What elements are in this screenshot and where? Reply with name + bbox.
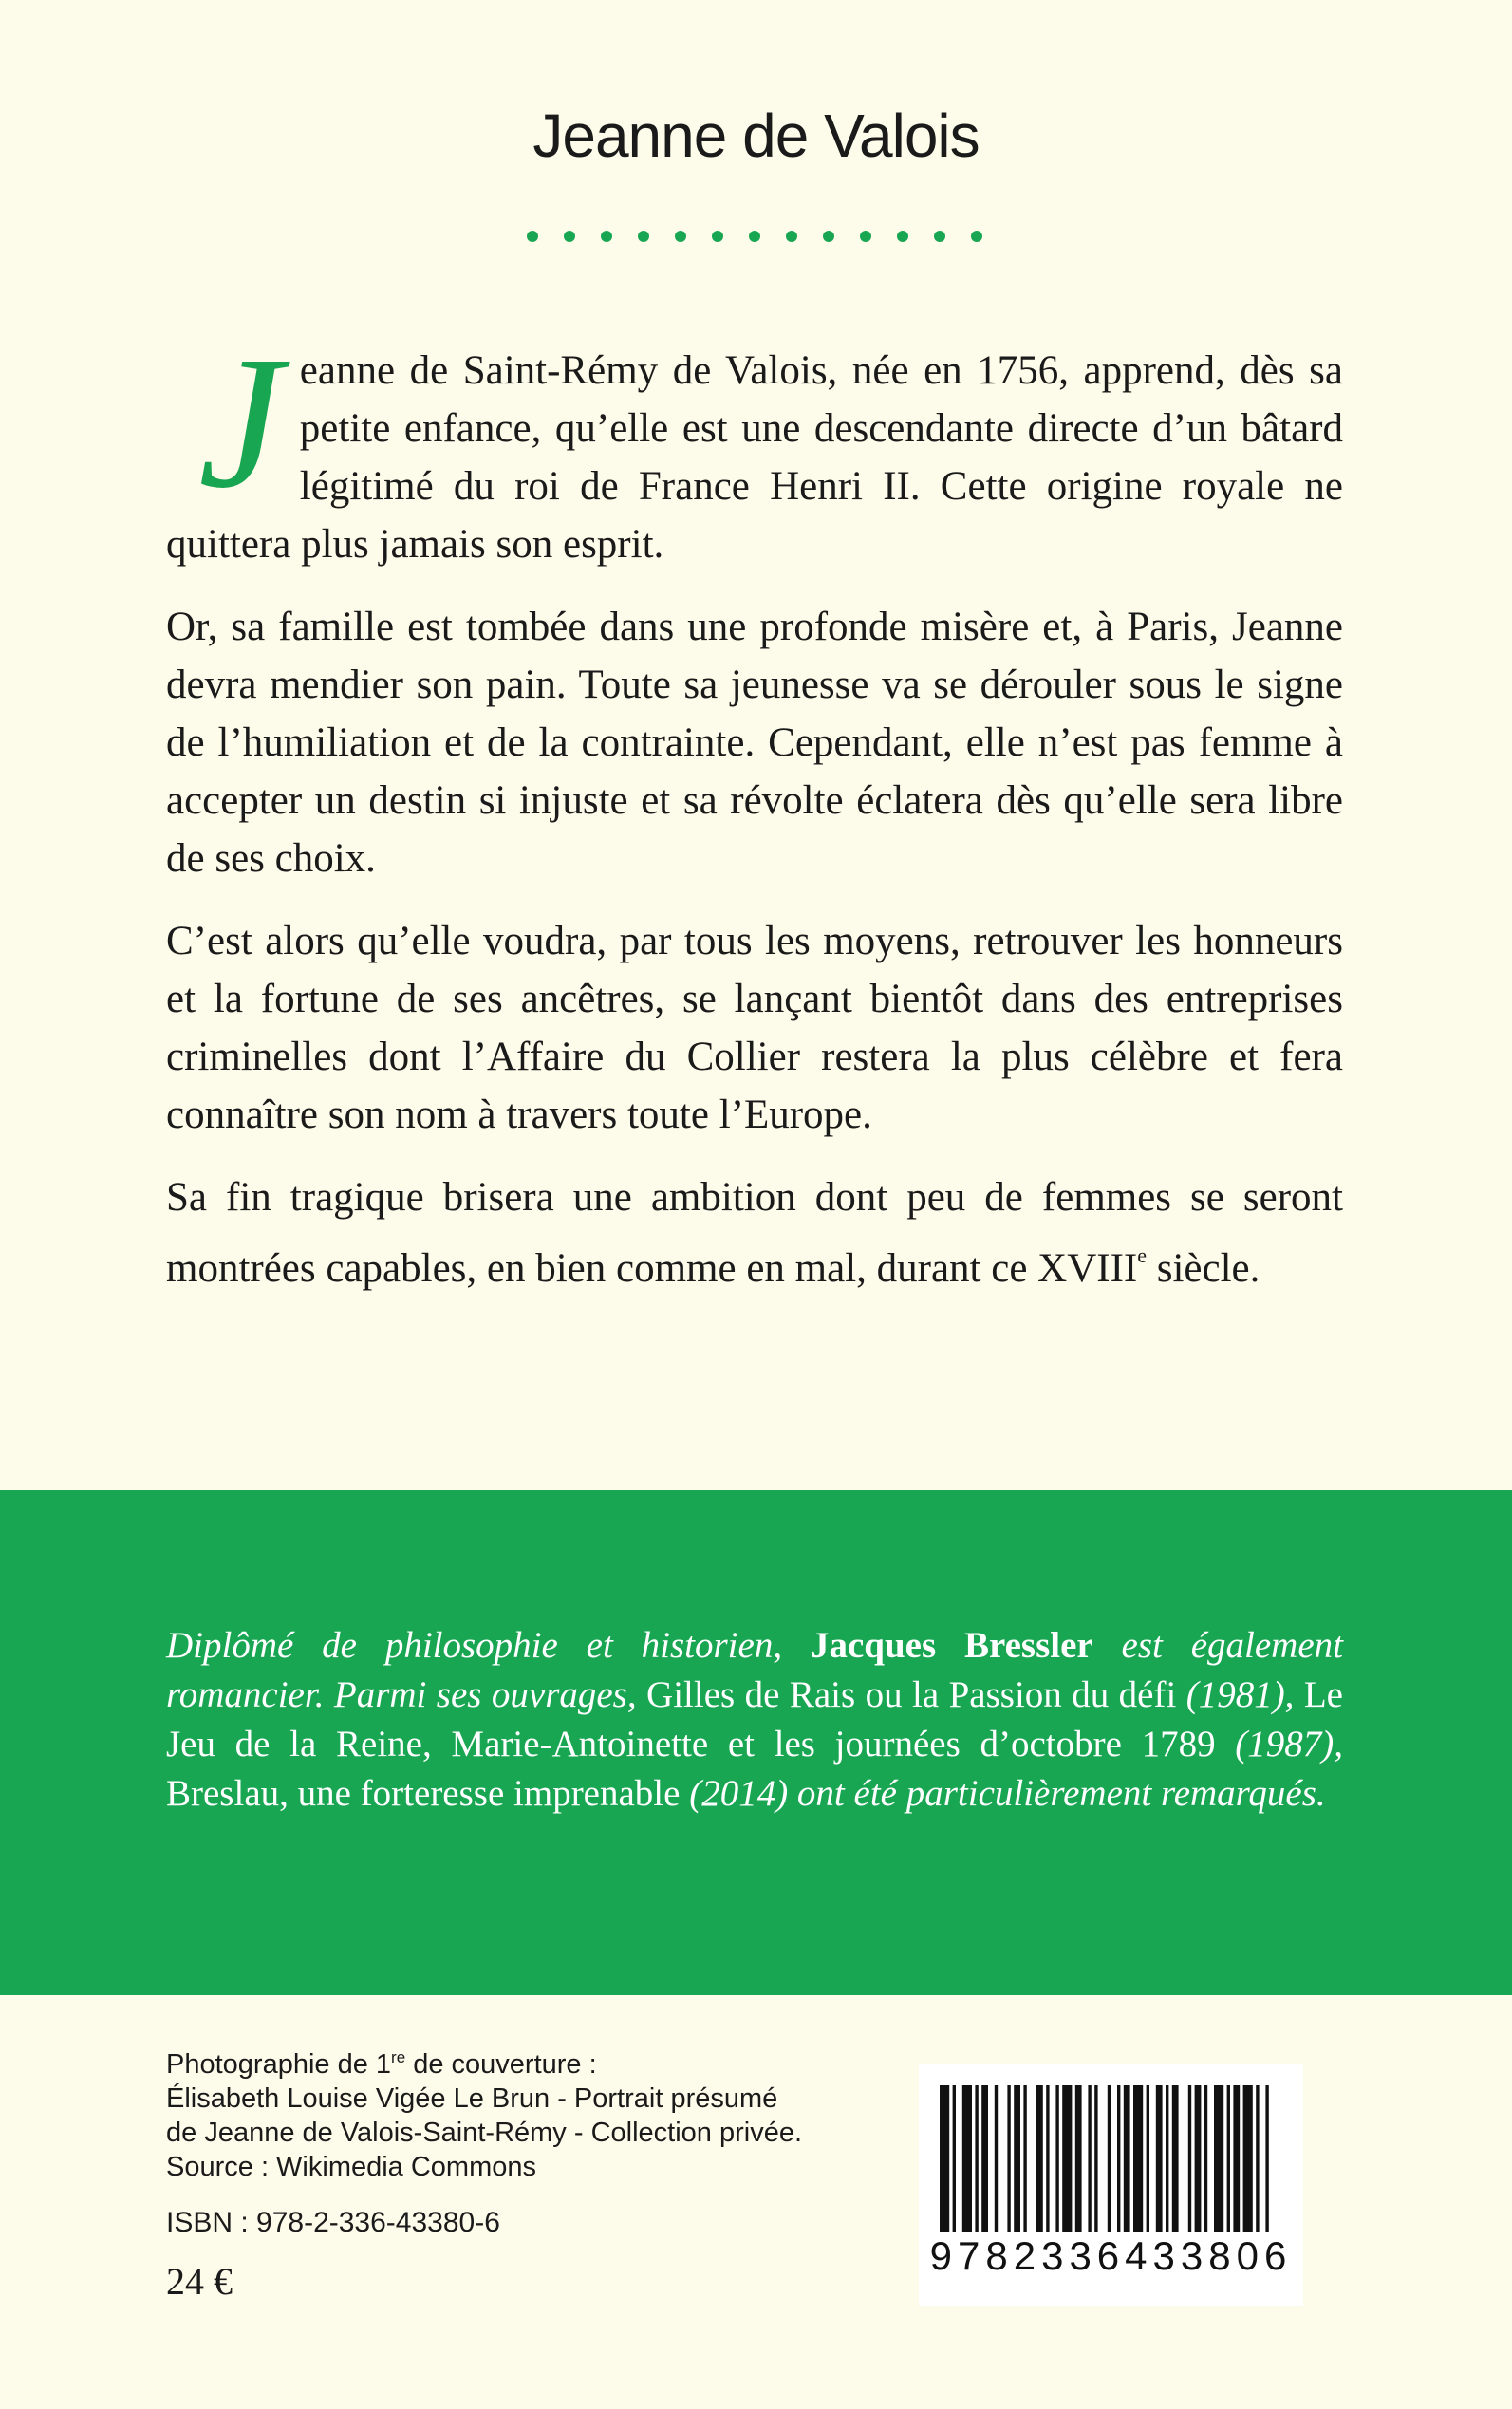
barcode-bar [981, 2085, 988, 2232]
summary-paragraph-4 [166, 1168, 1343, 1298]
barcode-bar [1195, 2085, 1202, 2232]
barcode-bar [1156, 2085, 1163, 2232]
credits-line [166, 2041, 925, 2082]
book-year: (1987), [1215, 1724, 1343, 1765]
barcode-bar [1256, 2085, 1259, 2232]
barcode-bar [1147, 2085, 1149, 2232]
dot [675, 231, 686, 242]
dot [860, 231, 871, 242]
summary-paragraph-4-start: Sa fin tragique brisera une ambition dont peu de femmes se seront montrées capables, en bien comme en mal, durant ce XVIII [166, 1175, 1343, 1291]
barcode-bar [1075, 2085, 1082, 2232]
barcode-bar [953, 2085, 956, 2232]
dot [971, 231, 982, 242]
barcode-bar [1188, 2085, 1191, 2232]
barcode-bar [1133, 2085, 1143, 2232]
author-name: Jacques Bressler [810, 1625, 1093, 1666]
isbn: ISBN : 978-2-336-43380-6 [166, 2207, 500, 2238]
dot [564, 231, 575, 242]
summary-paragraph-4-end: siècle. [1147, 1246, 1260, 1291]
barcode-bar [1055, 2085, 1058, 2232]
barcode-bar [1046, 2085, 1049, 2232]
summary-paragraph-3: C’est alors qu’elle voudra, par tous les moyens, retrouver les honneurs et la fortune de ses ancêtres, se lançant bientôt dans des entreprises criminelles dont l’Affaire du Collier restera la plus célèbre et fera connaître son nom à travers toute l’Europe. [166, 919, 1343, 1137]
barcode-bar [1094, 2085, 1097, 2232]
bio-text: est également romancier. Parmi ses ouvrages, [166, 1625, 1343, 1715]
barcode-bar [1233, 2085, 1240, 2232]
barcode-bar [1243, 2085, 1253, 2232]
dot [601, 231, 612, 242]
decorative-dot-divider [527, 231, 982, 242]
credits-text: Photographie de 1 [166, 2049, 392, 2080]
barcode-bar [1124, 2085, 1130, 2232]
barcode-bar [940, 2085, 949, 2232]
barcode-bar [975, 2085, 978, 2232]
barcode-bar [995, 2085, 998, 2232]
barcode-bar [1108, 2085, 1111, 2232]
price: 24 € [166, 2260, 233, 2303]
book-summary [166, 318, 1343, 1322]
credits-line: Source : Wikimedia Commons [166, 2152, 536, 2182]
credits-text: de couverture : [405, 2049, 597, 2080]
book-work-title: Breslau, une forteresse imprenable [166, 1773, 681, 1814]
credits-line: Élisabeth Louise Vigée Le Brun - Portrait présumé [166, 2083, 778, 2114]
author-bio [166, 1621, 1343, 1819]
credits-line: de Jeanne de Valois-Saint-Rémy - Collection privée. [166, 2118, 803, 2148]
dot [527, 231, 538, 242]
barcode-bar [1166, 2085, 1168, 2232]
dot [934, 231, 945, 242]
summary-paragraph-1-text: eanne de Saint-Rémy de Valois, née en 1756, apprend, dès sa petite enfance, qu’elle est une descendante directe d’un bâtard légitimé du roi de France Henri II. Cette origine royale ne quittera plus jamais son esprit. [166, 348, 1343, 567]
book-work-title: Le Jeu de la Reine, Marie-Antoinette et les journées d’octobre 1789 [166, 1674, 1343, 1765]
barcode-number: 9782336433806 [929, 2233, 1293, 2278]
barcode-bars [940, 2085, 1282, 2232]
barcode-bar [1172, 2085, 1179, 2232]
summary-paragraph-2: Or, sa famille est tombée dans une profonde misère et, à Paris, Jeanne devra mendier son pain. Toute sa jeunesse va se dérouler sous le signe de l’humiliation et de la contrainte. Cependant, elle n’est pas femme à accepter un destin si injuste et sa révolte éclatera dès qu’elle sera libre de ses choix. [166, 605, 1343, 881]
barcode-bar [1023, 2085, 1026, 2232]
barcode-bar [1214, 2085, 1223, 2232]
dot [897, 231, 908, 242]
barcode-bar [1265, 2085, 1268, 2232]
summary-paragraph-1 [166, 318, 1343, 573]
dot [712, 231, 723, 242]
drop-cap: J [198, 318, 283, 528]
dot [749, 231, 760, 242]
book-year: (1981), [1176, 1674, 1304, 1715]
barcode-bar [1036, 2085, 1043, 2232]
barcode-bar [1014, 2085, 1020, 2232]
dot [823, 231, 834, 242]
book-work-title: Gilles de Rais ou la Passion du défi [646, 1674, 1177, 1715]
dot [638, 231, 649, 242]
barcode [919, 2064, 1303, 2306]
barcode-bar [1062, 2085, 1072, 2232]
barcode-bar [1204, 2085, 1207, 2232]
barcode-bar [1007, 2085, 1010, 2232]
credits-superscript: re [391, 2048, 406, 2066]
dot [786, 231, 797, 242]
barcode-bar [1227, 2085, 1230, 2232]
century-superscript: e [1137, 1243, 1147, 1267]
barcode-bar [962, 2085, 972, 2232]
bio-text: Diplômé de philosophie et historien, [166, 1625, 811, 1666]
bio-text: (2014) ont été particulièrement remarqués. [680, 1773, 1326, 1814]
barcode-bar [1088, 2085, 1091, 2232]
book-title: Jeanne de Valois [532, 102, 980, 170]
photo-credits [166, 2041, 925, 2184]
barcode-bar [1117, 2085, 1120, 2232]
